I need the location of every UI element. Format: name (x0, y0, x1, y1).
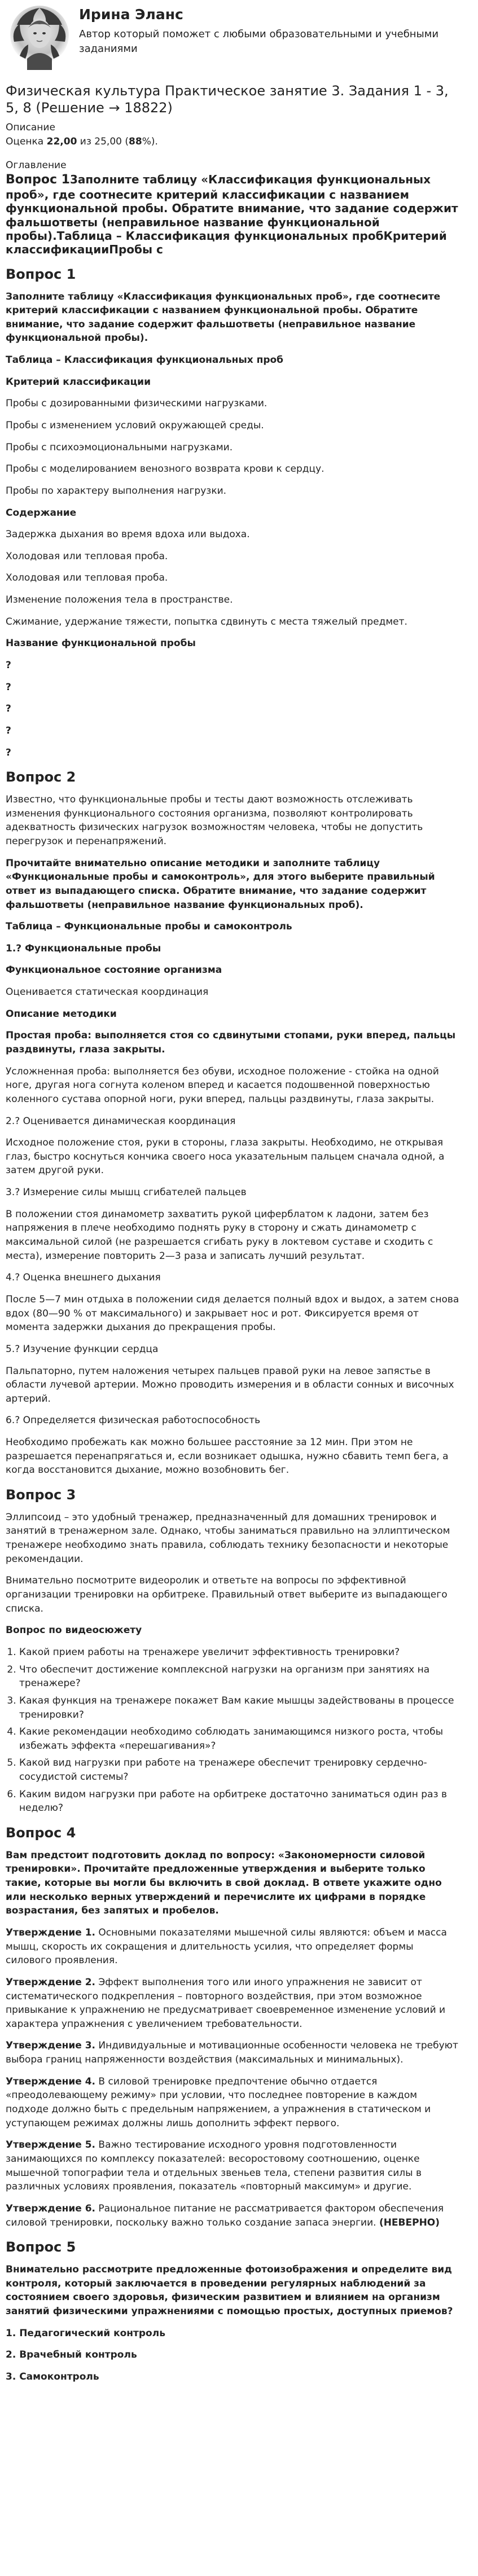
rating-prefix: Оценка (6, 135, 47, 147)
q2-method-5: Пальпаторно, путем наложения четырех пальцев правой руки на левое запястье в области лучевой артерии. Можно проводить измерения и в области сонных и височных артерий. (6, 1365, 454, 1405)
q2-item-4: 4.? Оценка внешнего дыхания (6, 1272, 161, 1284)
q5-option: 1. Педагогический контроль (6, 2327, 165, 2339)
q2-col-method: Описание методики (6, 1008, 117, 1020)
q1-content-item: Изменение положения тела в пространстве. (6, 594, 233, 606)
q1-content-label: Содержание (6, 507, 77, 519)
q5-task: Внимательно рассмотрите предложенные фотоизображения и определите вид контроля, который заключается в проведении регулярных наблюдений за состоянием своего здоровья, физическим развитием и влиянием на организм занятий физическими упражнениями с помощью простых, доступных приемов? (6, 2263, 453, 2317)
q1-answer: ? (6, 703, 11, 715)
statement-text: Важно тестирование исходного уровня подготовленности занимающихся по комплексу показателей: весоростовому соотношению, оценке мышечной топографии тела и отдельных звеньев тела, степени развития силы в различных условиях проявления, показатель «повторный максимум» и другие. (6, 2139, 422, 2193)
q2-col-functional-tests: 1.? Функциональные пробы (6, 942, 161, 954)
rating-percent: 88 (129, 135, 142, 147)
q1-criterion: Пробы с моделированием венозного возврата крови к сердцу. (6, 463, 324, 475)
list-item: 5. Какой вид нагрузки при работе на тренажере обеспечит тренировку сердечно-сосудистой системы? (19, 1756, 461, 1784)
q3-video-label: Вопрос по видеосюжету (6, 1625, 142, 1636)
q4-statement (6, 1926, 461, 1968)
toc-text[interactable] (6, 173, 461, 257)
author-description: Автор который поможет с любыми образовательными и учебными заданиями (79, 28, 439, 55)
q1-content-item: Сжимание, удержание тяжести, попытка сдвинуть с места тяжелый предмет. (6, 616, 407, 627)
q4-statement (6, 2075, 461, 2131)
q5-option: 3. Самоконтроль (6, 2371, 99, 2382)
q1-criterion: Пробы с психоэмоциональными нагрузками. (6, 441, 233, 453)
rating-suffix: %). (142, 135, 158, 147)
list-item: 1. Какой прием работы на тренажере увеличит эффективность тренировки? (19, 1645, 461, 1660)
statement-text: Эффект выполнения того или иного упражнения не зависит от систематического подкрепления – повторного воздействия, при этом возможное привыкание к упражнению не предусматривает своевременное изменение условий и характера упражнения с увеличением требовательности. (6, 1976, 446, 2030)
statement-label: Утверждение 3. (6, 2040, 95, 2052)
q1-table-title: Таблица – Классификация функциональных проб (6, 354, 284, 366)
statement-text: Индивидуальные и мотивационные особенности человека не требуют выбора границ напряженности воздействия (максимальных и минимальных). (6, 2040, 458, 2066)
rating-middle: из 25,00 ( (77, 135, 129, 147)
statement-label: Утверждение 5. (6, 2139, 95, 2151)
q1-answer: ? (6, 747, 11, 758)
q2-item-3: 3.? Измерение силы мышц сгибателей пальцев (6, 1187, 247, 1199)
q3-intro: Эллипсоид – это удобный тренажер, предназначенный для домашних тренировок и занятий в тренажерном зале. Однако, чтобы заниматься правильно на эллиптическом тренажере необходимо знать правила, соблюдать технику безопасности и некоторые рекомендации. (6, 1511, 450, 1565)
toc-label: Оглавление (6, 160, 67, 172)
q1-heading: Вопрос 1 (6, 266, 76, 282)
author-header (6, 0, 461, 74)
q2-method-3: В положении стоя динамометр захватить рукой циферблатом к ладони, затем без напряжения в плече необходимо поднять руку в сторону и сжать динамометр с максимальной силой (не разрешается сгибать руку в локтевом суставе и сходить с места), измерение повторить 2—3 раза и записать лучший результат. (6, 1208, 433, 1262)
author-name[interactable]: Ирина Эланс (79, 6, 183, 23)
q2-item-2: 2.? Оценивается динамическая координация (6, 1115, 236, 1127)
q2-method-1: Простая проба: выполняется стоя со сдвинутыми стопами, руки вперед, пальцы раздвинуты, глаза закрыты. (6, 1030, 456, 1055)
statement-text: В силовой тренировке предпочтение обычно отдается «преодолевающему режиму» при условии, что последнее повторение в каждом подходе должно быть с предельным напряжением, а упражнения в статическом и уступающем режимах должны лишь дополнить эффект первого. (6, 2075, 431, 2129)
toc-body: 3аполните таблицу «Классификация функциональных проб», где соотнесите критерий классификации с названием функциональной пробы. Обратите внимание, что задание содержит фальшответы (неправильное название функциональной пробы).Таблица – Классификация функциональных пробКритерий классификацииПробы с (6, 172, 458, 257)
q2-method-2: Исходное положение стоя, руки в стороны, глаза закрыты. Необходимо, не открывая глаз, быстро коснуться кончика своего носа указательным пальцем сначала одной, а затем другой руки. (6, 1137, 445, 1177)
q2-heading: Вопрос 2 (6, 769, 76, 785)
q1-content-item: Холодовая или тепловая проба. (6, 550, 168, 562)
description-label: Описание (6, 122, 55, 133)
q2-item-5: 5.? Изучение функции сердца (6, 1343, 159, 1355)
q5-option: 2. Врачебный контроль (6, 2349, 137, 2361)
q1-criteria-label: Критерий классификации (6, 376, 151, 388)
q1-criterion: Пробы по характеру выполнения нагрузки. (6, 485, 227, 497)
q1-answer: ? (6, 681, 11, 693)
q4-heading: Вопрос 4 (6, 1824, 76, 1841)
q2-intro: Известно, что функциональные пробы и тесты дают возможность отслеживать изменения функционального состояния организма, позволяют контролировать адекватность физических нагрузок возможностям человека, чтобы не допустить перегрузок и перенапряжений. (6, 794, 423, 847)
q2-task: Прочитайте внимательно описание методики и заполните таблицу «Функциональные пробы и самоконтроль», для этого выберите правильный ответ из выпадающего списка. Обратите внимание, что задание содержит фальшответы (неправильное название функциональных проб). (6, 857, 435, 911)
statement-label: Утверждение 1. (6, 1926, 95, 1938)
q5-heading: Вопрос 5 (6, 2239, 76, 2255)
statement-text: Основными показателями мышечной силы являются: объем и масса мышц, скорость их сокращения и длительность усилия, что определяет формы силового проявления. (6, 1926, 447, 1967)
q1-content-item: Холодовая или тепловая проба. (6, 572, 168, 584)
list-item: 3. Какая функция на тренажере покажет Вам какие мышцы задействованы в процессе тренировки? (19, 1694, 461, 1722)
rating (6, 135, 461, 149)
q2-col-state: Функциональное состояние организма (6, 964, 222, 976)
q4-statement (6, 2202, 461, 2230)
statement-text: Рациональное питание не рассматривается фактором обеспечения силовой тренировки, поскольку важно только создание запаса энергии. (6, 2202, 444, 2228)
statement-label: Утверждение 6. (6, 2202, 95, 2214)
q1-answer: ? (6, 660, 11, 672)
statement-verdict: (НЕВЕРНО) (379, 2217, 440, 2228)
q4-task: Вам предстоит подготовить доклад по вопросу: «Закономерности силовой тренировки». Прочитайте предложенные утверждения и выберите только такие, которые вы могли бы включить в свой доклад. В ответе укажите одно или несколько верных утверждений и перечислите их цифрами в порядке возрастания, без запятых и пробелов. (6, 1849, 442, 1917)
toc-lead: Вопрос 1 (6, 172, 70, 187)
q2-method-1b: Усложненная проба: выполняется без обуви, исходное положение - стойка на одной ноге, другая нога согнута коленом вперед и касается подошвенной поверхностью коленного сустава опорной ноги, руки вперед, пальцы раздвинуты, глаза закрыты. (6, 1065, 439, 1105)
q1-name-label: Название функциональной пробы (6, 638, 196, 650)
q4-statement (6, 2039, 461, 2066)
list-item: 4. Какие рекомендации необходимо соблюдать занимающимся низкого роста, чтобы избежать эффекта «перешагивания»? (19, 1725, 461, 1753)
statement-label: Утверждение 2. (6, 1976, 95, 1988)
page-title: Физическая культура Практическое занятие 3. Задания 1 - 3, 5, 8 (Решение → 18822) (6, 83, 449, 116)
q4-statement (6, 1976, 461, 2031)
rating-value: 22,00 (46, 135, 77, 147)
statement-label: Утверждение 4. (6, 2075, 95, 2087)
list-item: 6. Каким видом нагрузки при работе на орбитреке достаточно заниматься один раз в неделю? (19, 1788, 461, 1815)
q3-task: Внимательно посмотрите видеоролик и ответьте на вопросы по эффективной организации тренировки на орбитреке. Правильный ответ выберите из выпадающего списка. (6, 1575, 448, 1614)
list-item: 2. Что обеспечит достижение комплексной нагрузки на организм при занятиях на тренажере? (19, 1663, 461, 1691)
q1-content-item: Задержка дыхания во время вдоха или выдоха. (6, 529, 250, 541)
q2-state-1: Оценивается статическая координация (6, 986, 209, 998)
q2-method-6: Необходимо пробежать как можно большее расстояние за 12 мин. При этом не разрешается перенапрягаться и, если возникает одышка, нужно сбавить темп бега, а когда восстановится дыхание, можно возобновить бег. (6, 1437, 449, 1476)
author-avatar[interactable] (6, 2, 73, 70)
q4-statement (6, 2138, 461, 2194)
author-info (79, 2, 461, 56)
q1-intro: Заполните таблицу «Классификация функциональных проб», где соотнесите критерий классификации с названием функциональной пробы. Обратите внимание, что задание содержит фальшответы (неправильное название функциональной пробы). (6, 291, 441, 344)
q2-method-4: После 5—7 мин отдыха в положении сидя делается полный вдох и выдох, а затем снова вдох (80—90 % от максимального) и закрывает нос и рот. Фиксируется время от момента задержки дыхания до прекращения пробы. (6, 1293, 459, 1333)
q3-heading: Вопрос 3 (6, 1487, 76, 1503)
q1-criterion: Пробы с изменением условий окружающей среды. (6, 419, 264, 431)
q2-item-6: 6.? Определяется физическая работоспособность (6, 1415, 261, 1427)
avatar-illustration-icon (6, 2, 73, 70)
q1-answer: ? (6, 725, 11, 736)
q1-criterion: Пробы с дозированными физическими нагрузками. (6, 398, 267, 410)
q2-table-title: Таблица – Функциональные пробы и самоконтроль (6, 921, 292, 933)
q3-video-questions (6, 1645, 461, 1815)
